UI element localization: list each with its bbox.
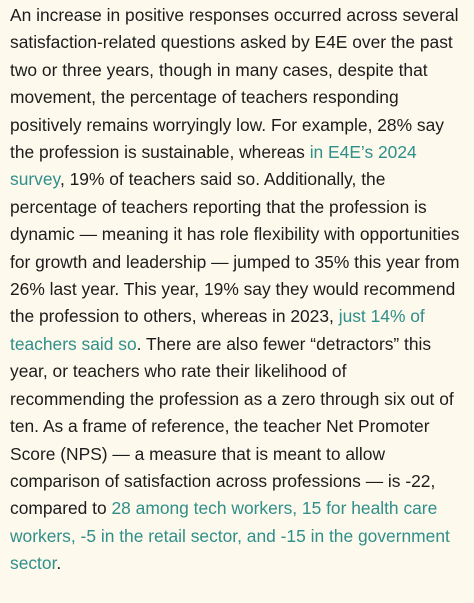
link-e4e-2024-survey[interactable]: in E4E’s 2024 survey [10,142,417,190]
link-just-14-percent[interactable]: just 14% of teachers said so [10,306,425,354]
link-nps-comparison[interactable]: 28 among tech workers, 15 for health care workers, -5 in the retail sector, and -15 in the government sector [10,498,450,574]
body-paragraph [10,0,464,578]
paragraph-text-4: . [56,553,62,574]
paragraph-text-1: An increase in positive responses occurred across several satisfaction-related questions asked by E4E over the past two or three years, though in many cases, despite that movement, the percentage of teachers responding positively remains worryingly low. For example, 28% say the profession is sustainable, whereas [10,5,459,163]
paragraph-text-3: . There are also fewer “detractors” this year, or teachers who rate their likelihood of recommending the profession as a zero through six out of ten. As a frame of reference, the teacher Net Promoter Score (NPS) — a measure that is meant to allow comparison of satisfaction across professions — is -22, compared to [10,333,454,519]
paragraph-text-2: , 19% of teachers said so. Additionally, the percentage of teachers reporting that the profession is dynamic — meaning it has role flexibility with opportunities for growth and leadership — jumped to 35% this year from 26% last year. This year, 19% say they would recommend the profession to others, whereas in 2023, [10,169,460,327]
